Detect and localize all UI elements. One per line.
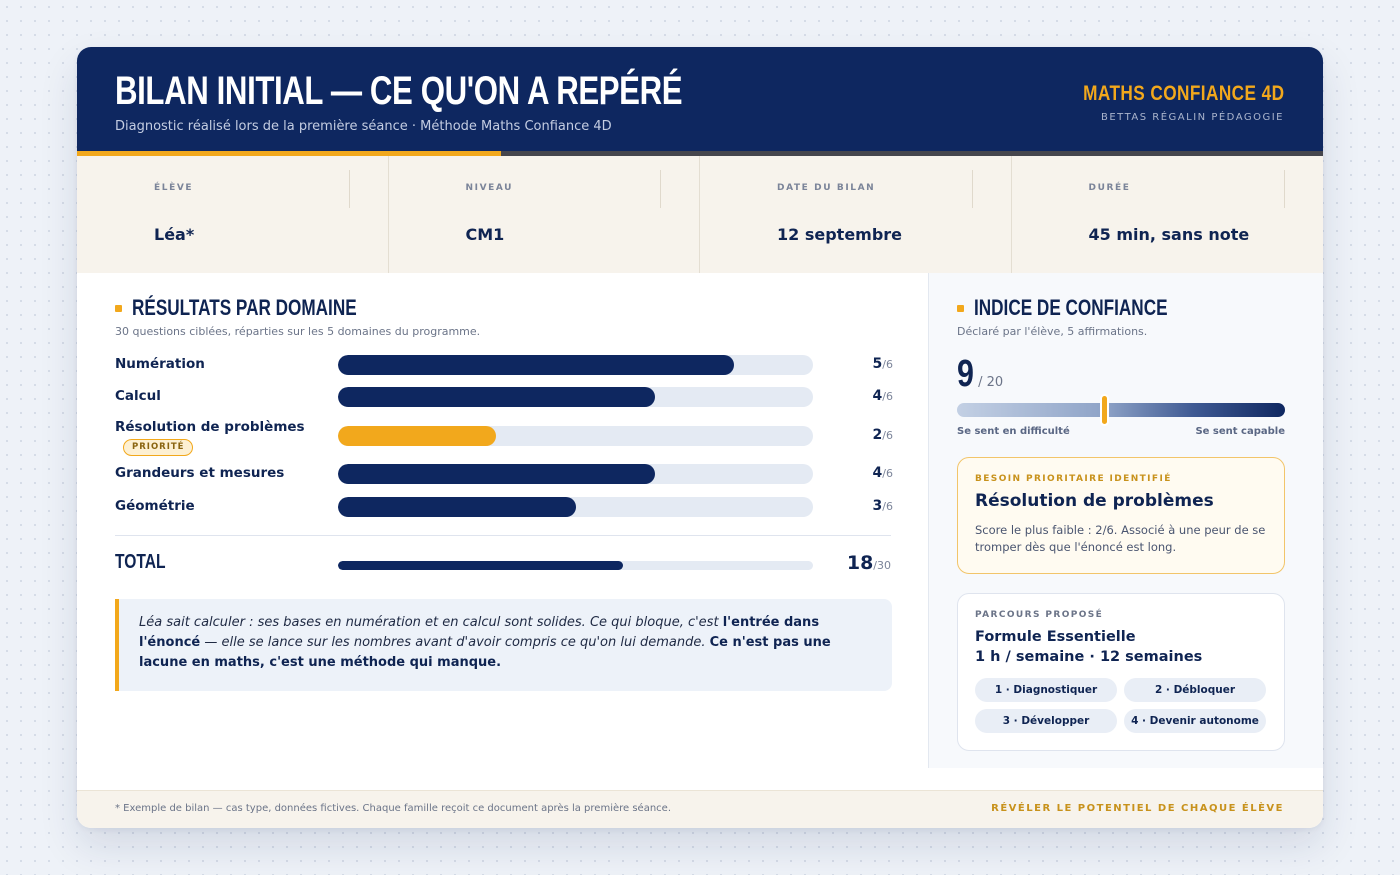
domain-bar-fill: [338, 426, 496, 446]
info-value: CM1: [465, 225, 505, 244]
domain-bar-fill: [338, 355, 734, 375]
proposed-path-card: [957, 593, 1285, 751]
need-text: Score le plus faible : 2/6. Associé à une peur de se tromper dès que l'énoncé est long.: [975, 523, 1266, 554]
domain-bar-track: [338, 387, 813, 407]
domain-bar-track: [338, 355, 813, 375]
student-info-row: [77, 156, 1323, 273]
domain-score: 3/6: [872, 498, 893, 514]
domain-score: 4/6: [872, 388, 893, 404]
priority-badge: PRIORITÉ: [123, 439, 193, 456]
diagnostic-comment: Léa sait calculer : ses bases en numération et en calcul sont solides. Ce qui bloque, c'est l'entrée dans l'énoncé — elle se lance sur les nombres avant d'avoir compris ce qu'on lui demande. Ce n'est pas une lacune en maths, c'est une méthode qui manque.: [115, 599, 892, 691]
path-title: Formule Essentielle 1 h / semaine · 12 semaines: [975, 629, 1203, 665]
total-label: TOTAL: [115, 551, 166, 573]
page-subtitle: Diagnostic réalisé lors de la première séance · Méthode Maths Confiance 4D: [115, 119, 612, 134]
step-pill-autonome: 4 · Devenir autonome: [1124, 709, 1266, 733]
domain-row-resolution: [115, 419, 893, 459]
domain-bar-track: [338, 426, 813, 446]
path-label: PARCOURS PROPOSÉ: [975, 610, 1104, 620]
need-title: Résolution de problèmes: [975, 491, 1214, 511]
domain-label: Résolution de problèmes: [115, 419, 305, 435]
confidence-gauge: [957, 403, 1285, 417]
results-title: RÉSULTATS PAR DOMAINE: [132, 295, 357, 320]
info-cell-duree: [1012, 156, 1324, 273]
domain-score: 4/6: [872, 465, 893, 481]
domain-row-grandeurs: [115, 465, 893, 495]
total-bar-track: [338, 561, 813, 570]
domain-row-numeration: [115, 356, 893, 386]
footer-note: * Exemple de bilan — cas type, données fictives. Chaque famille reçoit ce document après la première séance.: [115, 803, 672, 814]
step-pill-developper: 3 · Développer: [975, 709, 1117, 733]
brand-name: MATHS CONFIANCE 4D: [1082, 82, 1284, 105]
square-bullet-icon: [115, 305, 122, 312]
confidence-gauge-marker: [1102, 396, 1107, 424]
domain-label: Calcul: [115, 388, 161, 404]
cell-divider: [1284, 170, 1285, 208]
results-heading: [115, 295, 420, 321]
confidence-panel: [928, 273, 1323, 768]
step-pill-debloquer: 2 · Débloquer: [1124, 678, 1266, 702]
confidence-title: INDICE DE CONFIANCE: [974, 295, 1168, 320]
need-label: BESOIN PRIORITAIRE IDENTIFIÉ: [975, 474, 1172, 484]
domain-score: 2/6: [872, 427, 893, 443]
domain-bar-track: [338, 497, 813, 517]
domain-label: Grandeurs et mesures: [115, 465, 285, 481]
info-label: DATE DU BILAN: [777, 183, 876, 193]
info-label: DURÉE: [1088, 183, 1131, 193]
info-label: NIVEAU: [465, 183, 514, 193]
total-score: 18/30: [846, 552, 891, 574]
domain-bar-track: [338, 464, 813, 484]
step-pill-diagnostiquer: 1 · Diagnostiquer: [975, 678, 1117, 702]
info-cell-eleve: [77, 156, 389, 273]
info-value: Léa*: [154, 225, 195, 244]
results-description: 30 questions ciblées, réparties sur les 5 domaines du programme.: [115, 325, 481, 338]
domain-bar-fill: [338, 497, 576, 517]
cell-divider: [349, 170, 350, 208]
confidence-score: 9 / 20: [957, 353, 1004, 395]
footer: [77, 790, 1323, 828]
cell-divider: [972, 170, 973, 208]
info-cell-date: [700, 156, 1012, 273]
header-banner: [77, 47, 1323, 156]
info-label: ÉLÈVE: [154, 183, 194, 193]
page-title: BILAN INITIAL — CE QU'ON A REPÉRÉ: [115, 69, 683, 113]
gauge-low-label: Se sent en difficulté: [957, 426, 1070, 437]
results-panel: [77, 273, 928, 768]
info-value: 45 min, sans note: [1088, 225, 1250, 244]
bilan-card: [77, 47, 1323, 828]
results-divider: [115, 535, 891, 536]
domain-row-calcul: [115, 388, 893, 418]
confidence-description: Déclaré par l'élève, 5 affirmations.: [957, 325, 1148, 338]
confidence-heading: [957, 295, 1222, 321]
square-bullet-icon: [957, 305, 964, 312]
priority-need-card: [957, 457, 1285, 574]
info-value: 12 septembre: [777, 225, 903, 244]
domain-label: Géométrie: [115, 498, 195, 514]
info-cell-niveau: [389, 156, 701, 273]
domain-score: 5/6: [872, 356, 893, 372]
cell-divider: [660, 170, 661, 208]
footer-tagline: RÉVÉLER LE POTENTIEL DE CHAQUE ÉLÈVE: [991, 803, 1284, 814]
brand-subtitle: BETTAS RÉGALIN PÉDAGOGIE: [1100, 112, 1284, 123]
domain-row-geometrie: [115, 498, 893, 528]
total-bar-fill: [338, 561, 623, 570]
domain-label: Numération: [115, 356, 205, 372]
domain-bar-fill: [338, 464, 655, 484]
domain-bar-fill: [338, 387, 655, 407]
gauge-high-label: Se sent capable: [1195, 426, 1285, 437]
